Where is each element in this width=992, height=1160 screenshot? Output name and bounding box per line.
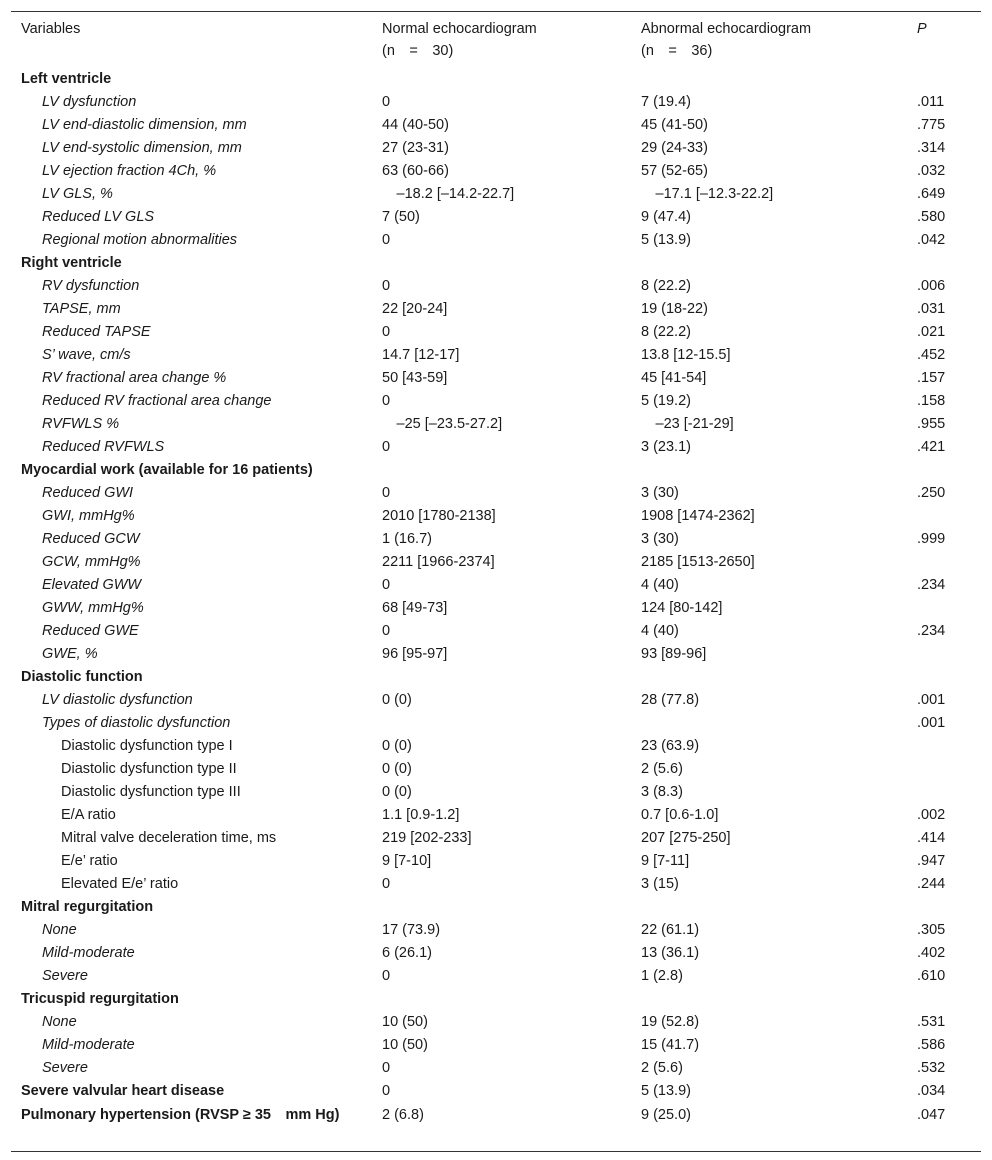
cell-abnormal (631, 666, 907, 689)
cell-variable: None (42, 1014, 77, 1030)
cell-normal: 0 (382, 577, 391, 593)
cell-variable: E/A ratio (61, 807, 116, 823)
cell-p: .042 (917, 232, 946, 248)
table-row (11, 1011, 981, 1034)
cell-abnormal: 93 [89-96] (641, 646, 707, 662)
cell-abnormal: 19 (52.8) (641, 1014, 700, 1030)
cell-normal (372, 666, 631, 689)
cell-p: .775 (917, 117, 946, 133)
cell-abnormal: 23 (63.9) (641, 738, 700, 754)
cell-p: .421 (917, 439, 946, 455)
header-abnormal-n: (n = 36) (641, 43, 713, 59)
cell-variable: Types of diastolic dysfunction (42, 715, 231, 731)
cell-variable: Diastolic dysfunction type II (61, 761, 237, 777)
cell-p (907, 735, 981, 758)
table-row (11, 804, 981, 827)
cell-variable: Elevated GWW (42, 577, 142, 593)
cell-abnormal: –17.1 [–12.3-22.2] (641, 186, 774, 202)
cell-p: .002 (917, 807, 946, 823)
table-row (11, 229, 981, 252)
cell-p: .955 (917, 416, 946, 432)
cell-p: .532 (917, 1060, 946, 1076)
cell-p (907, 597, 981, 620)
cell-variable: Severe valvular heart disease (21, 1083, 225, 1099)
cell-variable: TAPSE, mm (42, 301, 121, 317)
cell-variable: Severe (42, 968, 88, 984)
cell-variable: Mitral regurgitation (21, 899, 154, 915)
cell-normal: 0 (382, 232, 391, 248)
cell-normal: 0 (382, 1060, 391, 1076)
cell-normal: 14.7 [12-17] (382, 347, 460, 363)
cell-variable: Reduced LV GLS (42, 209, 155, 225)
cell-normal: –25 [–23.5-27.2] (382, 416, 503, 432)
cell-abnormal: 0.7 [0.6-1.0] (641, 807, 719, 823)
cell-p: .580 (917, 209, 946, 225)
cell-abnormal (631, 68, 907, 91)
table-row (11, 919, 981, 942)
header-abnormal (631, 12, 907, 69)
cell-p: .610 (917, 968, 946, 984)
cell-abnormal: 29 (24-33) (641, 140, 708, 156)
cell-normal (372, 252, 631, 275)
cell-variable: Tricuspid regurgitation (21, 991, 179, 1007)
table-row (11, 275, 981, 298)
cell-normal: 2211 [1966-2374] (382, 554, 495, 570)
cell-abnormal: 4 (40) (641, 577, 679, 593)
cell-p: .999 (917, 531, 946, 547)
table-row (11, 551, 981, 574)
cell-normal: 17 (73.9) (382, 922, 441, 938)
header-variables: Variables (11, 12, 372, 69)
table-row (11, 827, 981, 850)
cell-normal: 6 (26.1) (382, 945, 432, 961)
cell-p: .021 (917, 324, 946, 340)
cell-p: .034 (917, 1083, 946, 1099)
cell-variable: GWI, mmHg% (42, 508, 135, 524)
cell-variable: Reduced RV fractional area change (42, 393, 272, 409)
cell-variable: GCW, mmHg% (42, 554, 141, 570)
cell-p: .244 (917, 876, 946, 892)
cell-normal (372, 896, 631, 919)
cell-normal: 0 (382, 1083, 391, 1099)
cell-normal (372, 68, 631, 91)
table-row (11, 321, 981, 344)
cell-abnormal: 13 (36.1) (641, 945, 700, 961)
cell-variable: Myocardial work (available for 16 patients) (21, 462, 313, 478)
cell-normal: 0 (382, 439, 391, 455)
cell-normal: 0 (0) (382, 692, 412, 708)
cell-abnormal: 3 (30) (641, 485, 679, 501)
table-row (11, 390, 981, 413)
cell-normal: 0 (382, 623, 391, 639)
cell-normal: 219 [202-233] (382, 830, 472, 846)
section-row (11, 252, 981, 275)
cell-p: .234 (917, 577, 946, 593)
header-normal-title: Normal echocardiogram (382, 21, 537, 37)
cell-abnormal: 57 (52-65) (641, 163, 708, 179)
cell-variable: Reduced GWE (42, 623, 139, 639)
table-row (11, 942, 981, 965)
cell-p (907, 758, 981, 781)
cell-variable: Elevated E/e’ ratio (61, 876, 179, 892)
cell-abnormal: 3 (8.3) (641, 784, 683, 800)
table-row (11, 689, 981, 712)
cell-variable: RV dysfunction (42, 278, 140, 294)
cell-variable: LV diastolic dysfunction (42, 692, 193, 708)
cell-p: .031 (917, 301, 946, 317)
cell-variable: Mild-moderate (42, 1037, 135, 1053)
cell-normal: 2010 [1780-2138] (382, 508, 496, 524)
cell-normal: 7 (50) (382, 209, 420, 225)
cell-variable: None (42, 922, 77, 938)
table-row (11, 367, 981, 390)
cell-p: .157 (917, 370, 946, 386)
table-row (11, 344, 981, 367)
cell-abnormal (631, 252, 907, 275)
cell-p (907, 459, 981, 482)
table-row (11, 735, 981, 758)
table-header (11, 12, 981, 69)
cell-abnormal: 9 [7-11] (641, 853, 690, 869)
cell-p: .586 (917, 1037, 946, 1053)
cell-variable: Reduced TAPSE (42, 324, 151, 340)
cell-variable: Reduced GWI (42, 485, 134, 501)
cell-normal: 0 (0) (382, 761, 412, 777)
cell-variable: LV end-systolic dimension, mm (42, 140, 242, 156)
cell-normal: 0 (382, 876, 391, 892)
cell-p: .452 (917, 347, 946, 363)
cell-abnormal: 5 (13.9) (641, 232, 691, 248)
cell-variable: GWE, % (42, 646, 98, 662)
cell-normal: 63 (60-66) (382, 163, 449, 179)
cell-abnormal: 45 [41-54] (641, 370, 707, 386)
cell-p (907, 896, 981, 919)
cell-p: .032 (917, 163, 946, 179)
cell-abnormal: 4 (40) (641, 623, 679, 639)
cell-variable: RV fractional area change % (42, 370, 227, 386)
table-row (11, 574, 981, 597)
cell-abnormal: 7 (19.4) (641, 94, 691, 110)
cell-abnormal: 15 (41.7) (641, 1037, 700, 1053)
cell-variable: Pulmonary hypertension (RVSP ≥ 35 mm Hg) (11, 1103, 372, 1152)
cell-normal: 10 (50) (382, 1037, 428, 1053)
cell-abnormal: 1 (2.8) (641, 968, 683, 984)
cell-variable: S’ wave, cm/s (42, 347, 131, 363)
cell-p: .047 (907, 1103, 981, 1152)
cell-p: .234 (917, 623, 946, 639)
table-row (11, 298, 981, 321)
table-row (11, 965, 981, 988)
section-row (11, 1080, 981, 1103)
cell-abnormal: 5 (13.9) (641, 1083, 691, 1099)
cell-abnormal: 28 (77.8) (641, 692, 700, 708)
cell-variable: Diastolic dysfunction type III (61, 784, 241, 800)
table-row (11, 528, 981, 551)
cell-p (907, 643, 981, 666)
cell-normal: 0 (0) (382, 784, 412, 800)
table-row (11, 781, 981, 804)
cell-normal: 0 (382, 324, 391, 340)
cell-normal: 1.1 [0.9-1.2] (382, 807, 460, 823)
cell-normal: 50 [43-59] (382, 370, 448, 386)
cell-abnormal: 5 (19.2) (641, 393, 691, 409)
cell-p: .314 (917, 140, 946, 156)
header-abnormal-title: Abnormal echocardiogram (641, 21, 812, 37)
table-row (11, 620, 981, 643)
cell-variable: LV dysfunction (42, 94, 137, 110)
table-row (11, 91, 981, 114)
cell-variable: Diastolic dysfunction type I (61, 738, 233, 754)
cell-p (907, 551, 981, 574)
cell-normal: –18.2 [–14.2-22.7] (382, 186, 515, 202)
cell-normal: 0 (382, 393, 391, 409)
cell-normal: 44 (40-50) (382, 117, 449, 133)
table-row (11, 206, 981, 229)
cell-normal: 2 (6.8) (372, 1103, 631, 1152)
cell-variable: Diastolic function (21, 669, 143, 685)
cell-p: .001 (917, 715, 946, 731)
cell-p: .414 (917, 830, 946, 846)
table-row (11, 643, 981, 666)
section-row (11, 666, 981, 689)
header-p: P (907, 12, 981, 69)
cell-abnormal: 2 (5.6) (641, 761, 683, 777)
cell-variable: Left ventricle (21, 71, 112, 87)
table-row (11, 114, 981, 137)
cell-normal (372, 988, 631, 1011)
table-row (11, 413, 981, 436)
cell-abnormal: 13.8 [12-15.5] (641, 347, 731, 363)
cell-normal: 0 (382, 94, 391, 110)
cell-p (907, 781, 981, 804)
cell-p (907, 252, 981, 275)
cell-abnormal: 19 (18-22) (641, 301, 708, 317)
cell-normal: 96 [95-97] (382, 646, 448, 662)
table-row (11, 850, 981, 873)
table-row (11, 597, 981, 620)
cell-variable: Reduced GCW (42, 531, 140, 547)
cell-normal: 27 (23-31) (382, 140, 449, 156)
cell-abnormal: 22 (61.1) (641, 922, 700, 938)
cell-p: .158 (917, 393, 946, 409)
cell-abnormal: 8 (22.2) (641, 278, 691, 294)
cell-variable: Right ventricle (21, 255, 122, 271)
table-row (11, 160, 981, 183)
section-row (11, 459, 981, 482)
table-row (11, 137, 981, 160)
cell-p (907, 505, 981, 528)
cell-abnormal: –23 [-21-29] (641, 416, 734, 432)
cell-normal: 0 (382, 485, 391, 501)
cell-p: .011 (917, 94, 945, 110)
cell-variable: Reduced RVFWLS (42, 439, 165, 455)
cell-variable: Mild-moderate (42, 945, 135, 961)
table-row (11, 712, 981, 735)
cell-normal (372, 459, 631, 482)
cell-normal: 22 [20-24] (382, 301, 448, 317)
header-normal (372, 12, 631, 69)
cell-variable: LV ejection fraction 4Ch, % (42, 163, 217, 179)
cell-normal: 68 [49-73] (382, 600, 448, 616)
table-row (11, 1057, 981, 1080)
cell-abnormal (631, 712, 907, 735)
cell-abnormal: 207 [275-250] (641, 830, 731, 846)
cell-abnormal: 8 (22.2) (641, 324, 691, 340)
cell-abnormal: 9 (25.0) (631, 1103, 907, 1152)
header-normal-n: (n = 30) (382, 43, 454, 59)
section-row (11, 896, 981, 919)
cell-abnormal: 124 [80-142] (641, 600, 723, 616)
section-row (11, 988, 981, 1011)
cell-abnormal: 3 (15) (641, 876, 679, 892)
cell-abnormal (631, 896, 907, 919)
cell-p: .947 (917, 853, 946, 869)
cell-p: .531 (917, 1014, 946, 1030)
table-row (11, 436, 981, 459)
cell-variable: GWW, mmHg% (42, 600, 144, 616)
cell-normal: 1 (16.7) (382, 531, 432, 547)
cell-p: .006 (917, 278, 946, 294)
cell-variable: LV end-diastolic dimension, mm (42, 117, 247, 133)
cell-variable: E/e’ ratio (61, 853, 118, 869)
echocardiogram-table (11, 11, 981, 1152)
cell-variable: Mitral valve deceleration time, ms (61, 830, 277, 846)
cell-p: .402 (917, 945, 946, 961)
table-body (11, 68, 981, 1152)
cell-abnormal (631, 459, 907, 482)
cell-p: .001 (917, 692, 946, 708)
cell-p: .305 (917, 922, 946, 938)
cell-p (907, 666, 981, 689)
cell-variable: Regional motion abnormalities (42, 232, 238, 248)
cell-normal (372, 712, 631, 735)
table-row (11, 1103, 981, 1152)
cell-abnormal: 3 (23.1) (641, 439, 691, 455)
cell-abnormal (631, 988, 907, 1011)
cell-normal: 0 (0) (382, 738, 412, 754)
table-row (11, 482, 981, 505)
cell-normal: 9 [7-10] (382, 853, 432, 869)
table-row (11, 505, 981, 528)
cell-variable: RVFWLS % (42, 416, 120, 432)
cell-variable: Severe (42, 1060, 88, 1076)
section-row (11, 68, 981, 91)
cell-abnormal: 1908 [1474-2362] (641, 508, 755, 524)
cell-p: .250 (917, 485, 946, 501)
table-row (11, 873, 981, 896)
cell-normal: 0 (382, 278, 391, 294)
cell-variable: LV GLS, % (42, 186, 113, 202)
cell-abnormal: 2 (5.6) (641, 1060, 683, 1076)
cell-abnormal: 9 (47.4) (641, 209, 691, 225)
table-row (11, 183, 981, 206)
table-row (11, 1034, 981, 1057)
cell-abnormal: 2185 [1513-2650] (641, 554, 755, 570)
cell-normal: 0 (382, 968, 391, 984)
cell-abnormal: 3 (30) (641, 531, 679, 547)
cell-p (907, 988, 981, 1011)
cell-normal: 10 (50) (382, 1014, 428, 1030)
cell-abnormal: 45 (41-50) (641, 117, 708, 133)
cell-p: .649 (917, 186, 946, 202)
table-row (11, 758, 981, 781)
cell-p (907, 68, 981, 91)
